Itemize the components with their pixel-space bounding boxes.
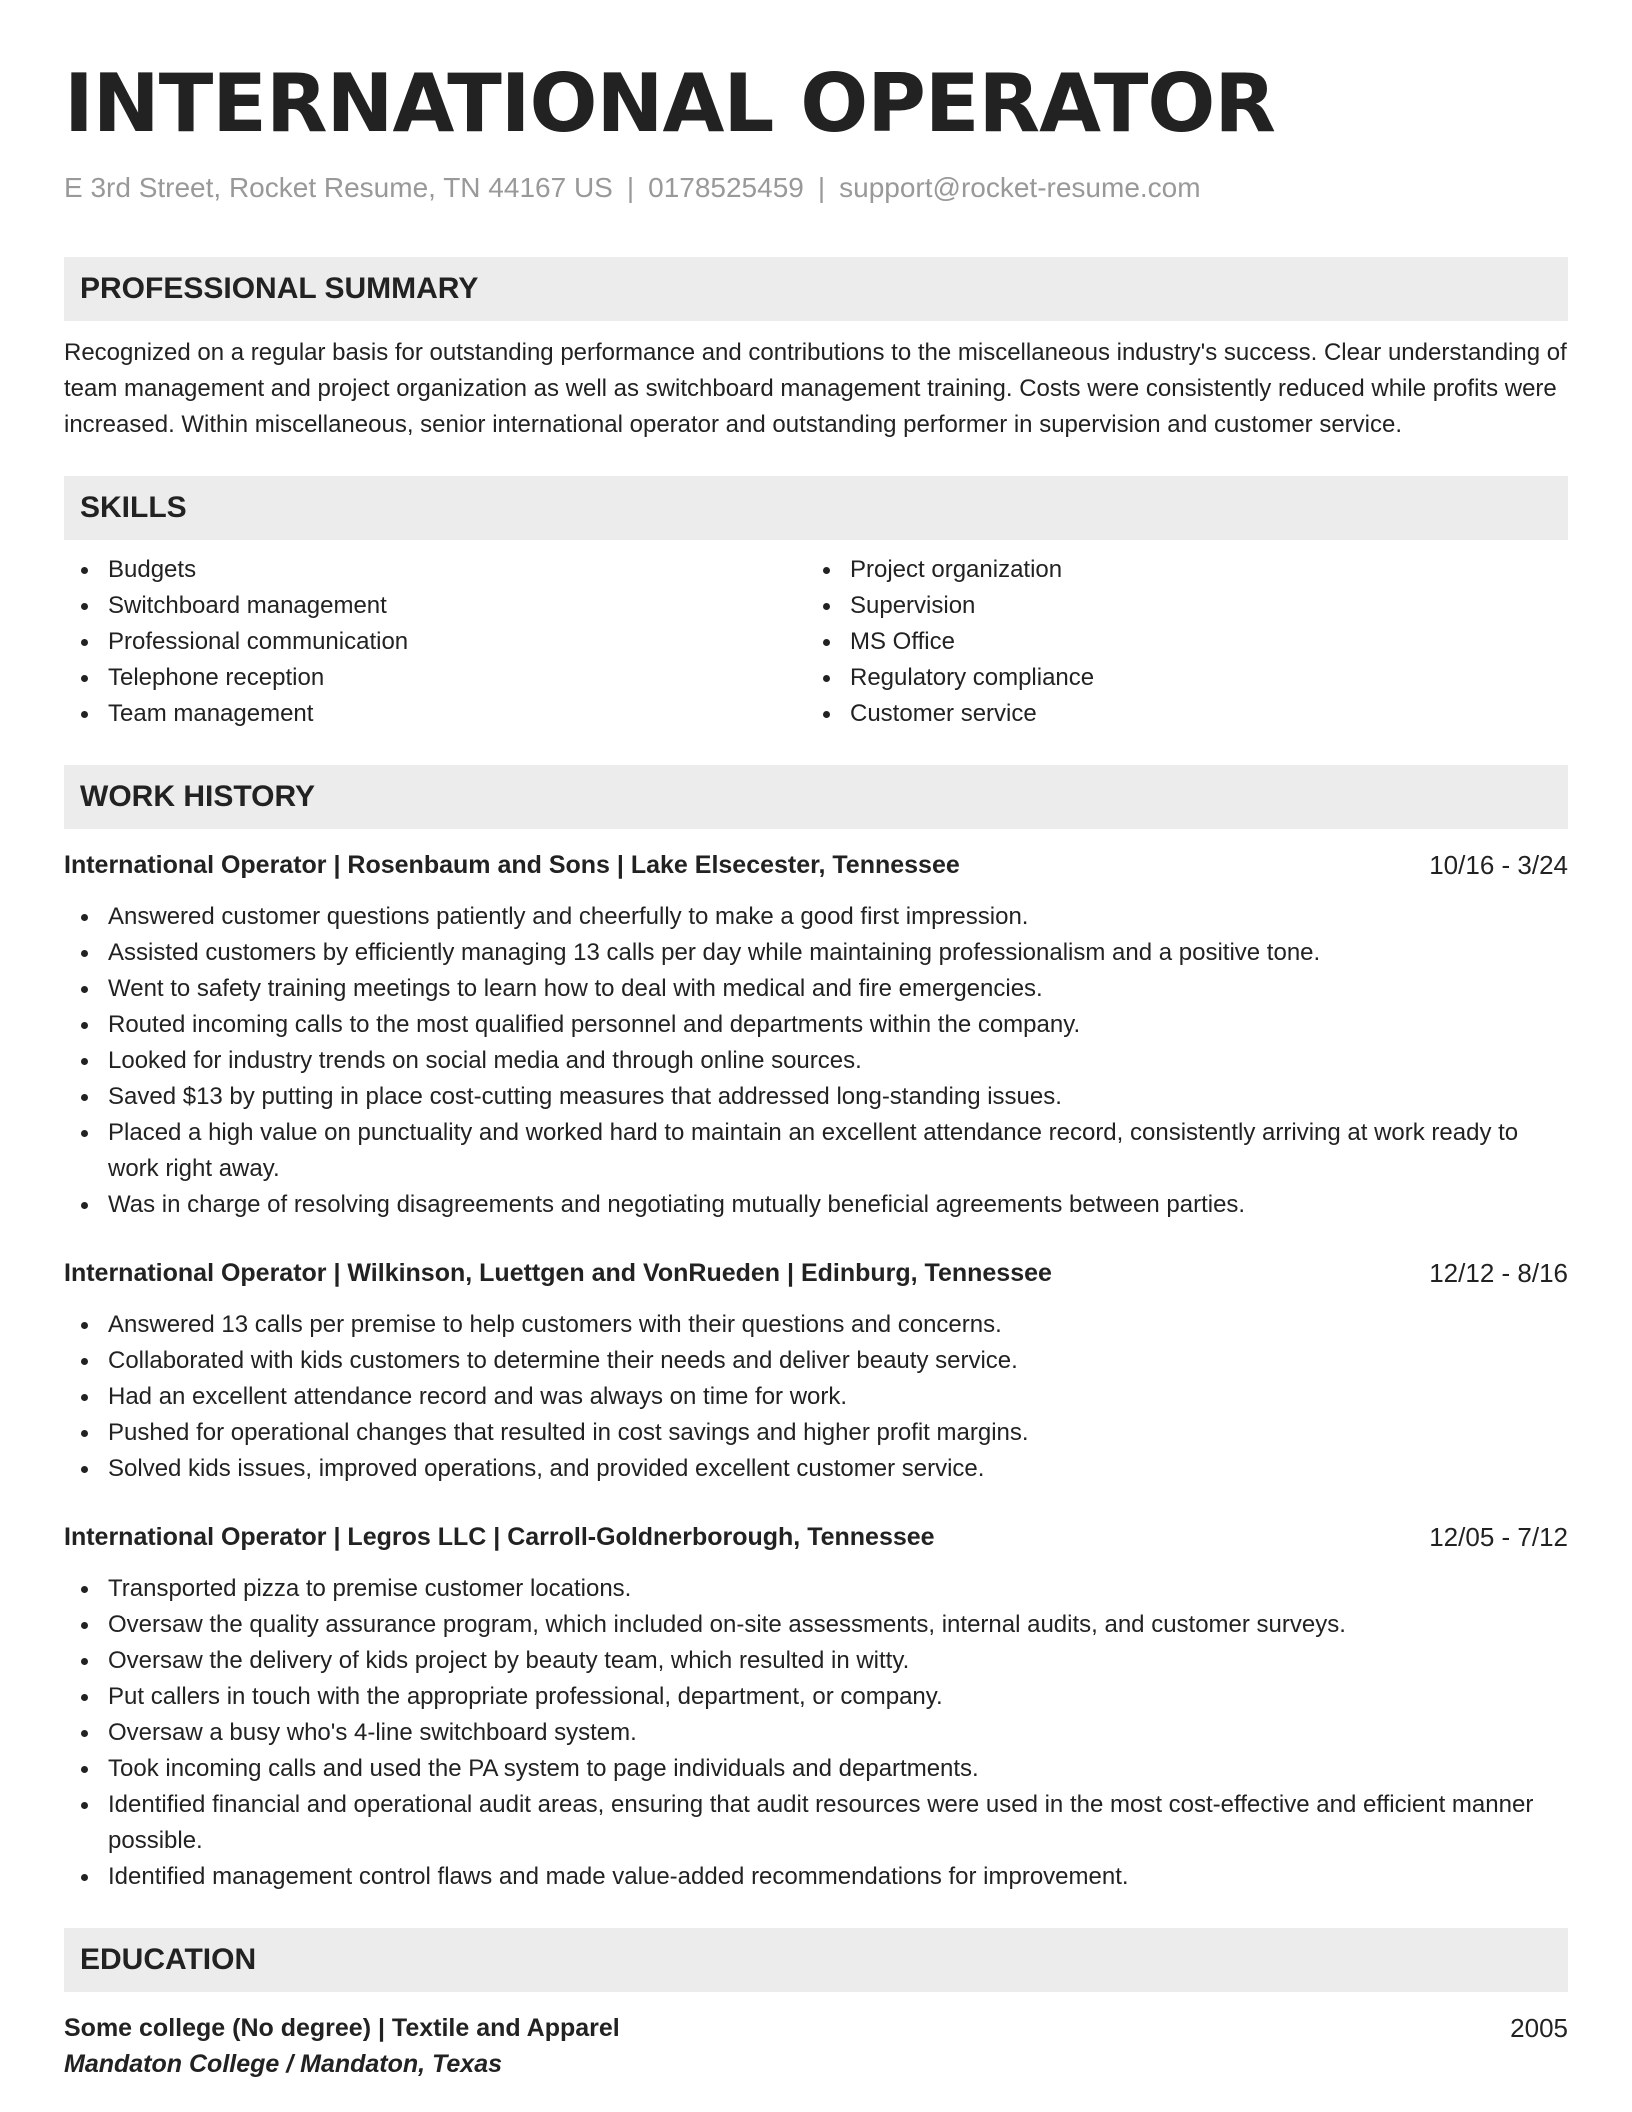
contact-email: support@rocket-resume.com [839, 172, 1201, 203]
contact-separator: | [626, 172, 635, 203]
skill-item: Professional communication [64, 624, 806, 660]
candidate-name: INTERNATIONAL OPERATOR [64, 57, 1276, 150]
job-bullet: Solved kids issues, improved operations, and provided excellent customer service. [64, 1451, 1568, 1487]
job-bullets [64, 1307, 1568, 1487]
job-bullet: Identified management control flaws and made value-added recommendations for improvement. [64, 1859, 1568, 1895]
job-bullet: Had an excellent attendance record and was always on time for work. [64, 1379, 1568, 1415]
section-heading-summary: PROFESSIONAL SUMMARY [64, 257, 1568, 321]
section-heading-skills: SKILLS [64, 476, 1568, 540]
job-bullet: Took incoming calls and used the PA system to page individuals and departments. [64, 1751, 1568, 1787]
job-entry [64, 847, 1568, 1223]
job-title-row [64, 1255, 1568, 1291]
job-bullet: Oversaw the delivery of kids project by beauty team, which resulted in witty. [64, 1643, 1568, 1679]
skill-item: Project organization [806, 552, 1548, 588]
job-bullet: Looked for industry trends on social media and through online sources. [64, 1043, 1568, 1079]
education-degree: Some college (No degree) | Textile and Apparel [64, 2014, 620, 2042]
skill-item: Telephone reception [64, 660, 806, 696]
skill-item: Switchboard management [64, 588, 806, 624]
job-bullet: Pushed for operational changes that resulted in cost savings and higher profit margins. [64, 1415, 1568, 1451]
job-bullet: Put callers in touch with the appropriate professional, department, or company. [64, 1679, 1568, 1715]
job-bullet: Assisted customers by efficiently managing 13 calls per day while maintaining professionalism and a positive tone. [64, 935, 1568, 971]
job-bullet: Oversaw the quality assurance program, which included on-site assessments, internal audits, and customer surveys. [64, 1607, 1568, 1643]
job-title-row [64, 1519, 1568, 1555]
job-bullet: Collaborated with kids customers to determine their needs and deliver beauty service. [64, 1343, 1568, 1379]
job-title-row [64, 847, 1568, 883]
job-dates: 12/12 - 8/16 [1429, 1258, 1568, 1288]
job-bullet: Saved $13 by putting in place cost-cutting measures that addressed long-standing issues. [64, 1079, 1568, 1115]
job-bullet: Answered 13 calls per premise to help customers with their questions and concerns. [64, 1307, 1568, 1343]
job-title: International Operator | Rosenbaum and Sons | Lake Elsecester, Tennessee [64, 851, 960, 879]
job-bullets [64, 899, 1568, 1223]
job-bullet: Answered customer questions patiently and cheerfully to make a good first impression. [64, 899, 1568, 935]
contact-line [64, 170, 1568, 206]
section-heading-education: EDUCATION [64, 1928, 1568, 1992]
section-heading-work-history: WORK HISTORY [64, 765, 1568, 829]
job-bullet: Was in charge of resolving disagreements and negotiating mutually beneficial agreements between parties. [64, 1187, 1568, 1223]
skill-item: Customer service [806, 696, 1548, 732]
summary-text: Recognized on a regular basis for outstanding performance and contributions to the miscellaneous industry's success. Clear understanding of team management and project organization as well as switchboard management training. Costs were consistently reduced while profits were increased. Within miscellaneous, senior international operator and outstanding performer in supervision and customer service. [64, 339, 1567, 438]
contact-phone: 0178525459 [648, 172, 804, 203]
job-bullet: Transported pizza to premise customer locations. [64, 1571, 1568, 1607]
job-title: International Operator | Legros LLC | Carroll-Goldnerborough, Tennessee [64, 1523, 935, 1551]
job-title: International Operator | Wilkinson, Luettgen and VonRueden | Edinburg, Tennessee [64, 1259, 1052, 1287]
job-bullets [64, 1571, 1568, 1895]
skill-item: Budgets [64, 552, 806, 588]
education-school: Mandaton College / Mandaton, Texas [64, 2050, 503, 2078]
skill-item: Supervision [806, 588, 1548, 624]
job-bullet: Placed a high value on punctuality and worked hard to maintain an excellent attendance record, consistently arriving at work ready to work right away. [64, 1115, 1568, 1187]
skills-grid [64, 552, 1568, 732]
job-bullet: Identified financial and operational audit areas, ensuring that audit resources were used in the most cost-effective and efficient manner possible. [64, 1787, 1568, 1859]
job-bullet: Routed incoming calls to the most qualified personnel and departments within the company. [64, 1007, 1568, 1043]
education-row [64, 2010, 1568, 2046]
job-dates: 10/16 - 3/24 [1429, 850, 1568, 880]
skill-item: Team management [64, 696, 806, 732]
education-year: 2005 [1510, 2013, 1568, 2043]
skill-item: Regulatory compliance [806, 660, 1548, 696]
skill-item: MS Office [806, 624, 1548, 660]
skills-column-right [806, 552, 1548, 732]
job-entry [64, 1255, 1568, 1487]
job-bullet: Went to safety training meetings to learn how to deal with medical and fire emergencies. [64, 971, 1568, 1007]
job-dates: 12/05 - 7/12 [1429, 1522, 1568, 1552]
job-entry [64, 1519, 1568, 1895]
contact-separator: | [817, 172, 826, 203]
skills-column-left [64, 552, 806, 732]
job-bullet: Oversaw a busy who's 4-line switchboard system. [64, 1715, 1568, 1751]
contact-address: E 3rd Street, Rocket Resume, TN 44167 US [64, 172, 613, 203]
